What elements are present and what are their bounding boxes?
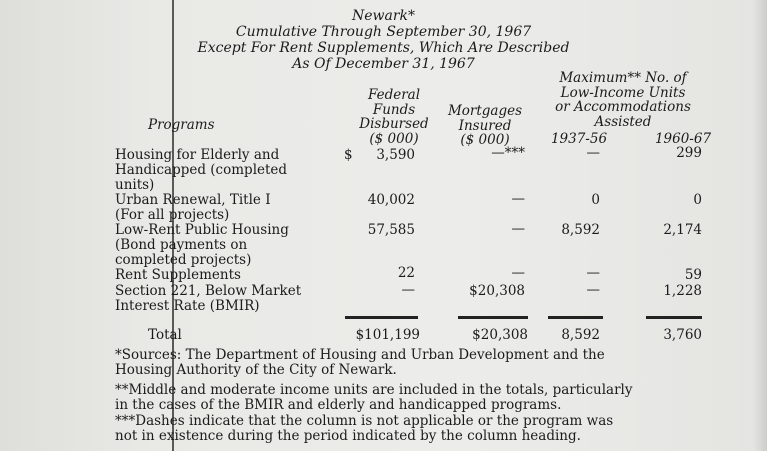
row-label-line: (Bond payments on	[115, 237, 248, 253]
cell-mortgages-section-221: $20,308	[469, 283, 525, 299]
row-label-line: Housing for Elderly and	[115, 147, 280, 163]
total-label: Total	[148, 327, 182, 343]
cell-federal-rent-supplements: 22	[397, 265, 415, 281]
footnote-line: **Middle and moderate income units are included in the totals, particularly	[115, 382, 633, 398]
cell-1937-section-221: —	[586, 282, 600, 298]
cell-mortgages-total: $20,308	[472, 327, 528, 343]
row-label-elderly-housing	[115, 148, 350, 193]
header-maximum-line-3: or Accommodations	[555, 99, 691, 115]
cell-1937-elderly: —	[586, 145, 600, 161]
table-subtitle-line-1: Cumulative Through September 30, 1967	[235, 24, 532, 40]
total-rule-mortgages	[458, 316, 528, 319]
cell-mortgages-elderly: —***	[491, 145, 525, 161]
header-mortgages-line-2: Insured	[458, 117, 512, 134]
header-maximum-line-1: Maximum** No. of	[559, 70, 687, 86]
header-years-1960-67: 1960-67	[654, 131, 712, 147]
header-federal-line-4: ($ 000)	[369, 130, 419, 147]
table-subtitle-line-3: As Of December 31, 1967	[292, 56, 475, 72]
cell-1937-total: 8,592	[561, 327, 600, 343]
cell-mortgages-urban-renewal: —	[511, 191, 525, 207]
cell-1960-total: 3,760	[663, 327, 702, 343]
footnote-sources	[115, 348, 720, 377]
row-label-section-221	[115, 284, 350, 314]
cell-1960-elderly: 299	[676, 145, 702, 161]
cell-federal-total: $101,199	[355, 327, 420, 343]
footnote-line: Housing Authority of the City of Newark.	[115, 361, 397, 378]
cell-1960-urban-renewal: 0	[693, 192, 702, 208]
cell-1937-urban-renewal: 0	[591, 192, 600, 208]
footnote-line: in the cases of the BMIR and elderly and handicapped programs.	[115, 396, 562, 413]
header-maximum-line-2: Low-Income Units	[560, 84, 686, 101]
row-label-line: Rent Supplements	[115, 267, 241, 283]
cell-1937-low-rent: 8,592	[561, 222, 600, 238]
total-rule-1960	[646, 316, 702, 319]
row-label-line: Urban Renewal, Title I	[115, 192, 271, 208]
cell-1937-rent-supplements: —	[586, 265, 600, 281]
cell-mortgages-rent-supplements: —	[511, 265, 525, 281]
row-label-line: Low-Rent Public Housing	[115, 222, 289, 238]
header-programs: Programs	[148, 117, 215, 133]
header-mortgages-line-3: ($ 000)	[460, 132, 510, 148]
header-maximum-line-4: Assisted	[594, 113, 652, 130]
total-rule-federal	[345, 316, 418, 319]
row-label-rent-supplements	[115, 268, 350, 283]
header-federal-funds	[350, 88, 438, 146]
cell-federal-low-rent: 57,585	[367, 222, 415, 238]
footnote-line: not in existence during the period indicated by the column heading.	[115, 427, 581, 444]
row-label-line: units)	[115, 177, 155, 193]
cell-federal-section-221: —	[401, 282, 415, 298]
row-label-line: Handicapped (completed	[115, 162, 288, 178]
table-subtitle-line-2: Except For Rent Supplements, Which Are Described	[197, 40, 570, 56]
header-federal-line-2: Funds	[372, 101, 416, 118]
cell-federal-elderly: 3,590	[376, 147, 415, 163]
cell-1960-section-221: 1,228	[663, 283, 702, 299]
row-label-line: Interest Rate (BMIR)	[115, 298, 260, 314]
cell-mortgages-low-rent: —	[511, 221, 525, 237]
cell-1960-low-rent: 2,174	[663, 222, 702, 238]
header-mortgages-insured	[440, 104, 530, 148]
header-federal-line-3: Disbursed	[359, 116, 429, 132]
dollar-sign: $	[344, 147, 353, 163]
row-label-line: (For all projects)	[115, 207, 230, 223]
footnote-line: *Sources: The Department of Housing and Urban Development and the	[115, 347, 605, 363]
header-federal-line-1: Federal	[367, 87, 421, 103]
row-label-line: Section 221, Below Market	[115, 283, 302, 299]
cell-federal-urban-renewal: 40,002	[367, 192, 415, 208]
cell-1960-rent-supplements: 59	[684, 267, 702, 283]
total-rule-1937	[548, 316, 603, 319]
header-years-1937-56: 1937-56	[550, 131, 608, 147]
table-title: Newark*	[351, 8, 416, 24]
row-label-low-rent-housing	[115, 223, 350, 268]
row-label-urban-renewal	[115, 193, 350, 223]
row-label-line: completed projects)	[115, 252, 252, 268]
footnote-line: ***Dashes indicate that the column is not applicable or the program was	[115, 413, 614, 429]
footnote-income-units	[115, 383, 720, 412]
header-mortgages-line-1: Mortgages	[447, 103, 523, 119]
footnote-dashes	[115, 414, 720, 443]
header-maximum-units	[538, 71, 708, 129]
